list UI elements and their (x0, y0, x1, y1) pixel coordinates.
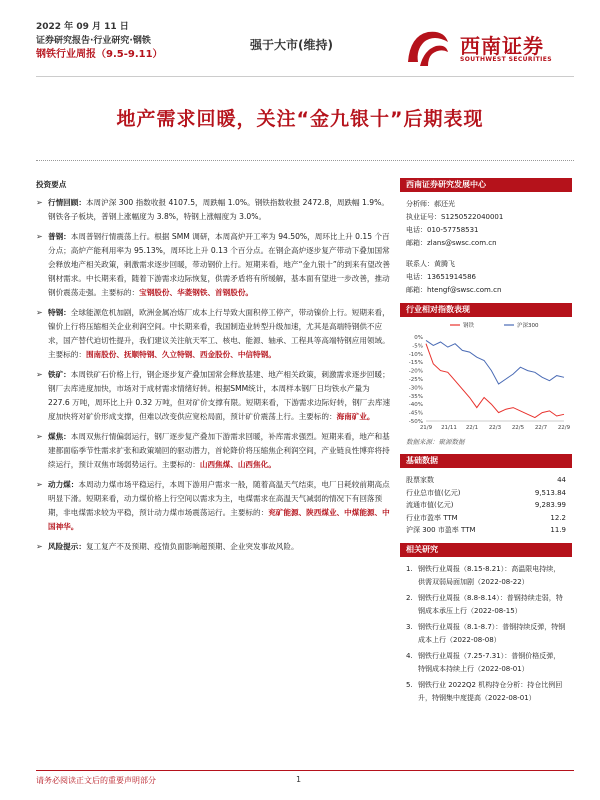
report-link[interactable] (406, 592, 566, 618)
data-row (406, 512, 566, 525)
key-point-stocks: 兖矿能源、陕西煤业、中煤能源、中国神华。 (48, 508, 390, 531)
y-tick-label: -25% (408, 377, 423, 383)
x-tick-label: 21/11 (441, 425, 457, 431)
logo-cn: 西南证券 (460, 34, 544, 58)
analyst-info (400, 192, 572, 303)
key-point-text: 复工复产不及预期、疫情负面影响超预期、企业突发事故风险。 (85, 542, 299, 551)
report-number: 1. (406, 564, 413, 573)
data-row (406, 474, 566, 487)
team-heading: 西南证券研究发展中心 (400, 178, 572, 192)
key-point-item (36, 368, 392, 424)
related-reports-list (400, 557, 572, 714)
bullet-arrow-icon: ➢ (36, 542, 43, 551)
footer-disclaimer: 请务必阅读正文后的重要声明部分 (36, 776, 156, 785)
data-key: 股票家数 (406, 476, 434, 484)
rating: 强于大市(维持) (250, 38, 333, 52)
analyst-cert: 执业证号：S1250522040001 (406, 213, 504, 221)
key-point-label: 风险提示： (48, 542, 86, 551)
performance-chart (400, 317, 572, 435)
y-tick-label: -15% (408, 360, 423, 367)
x-tick-label: 22/9 (557, 425, 571, 431)
x-tick-label: 21/9 (419, 425, 433, 431)
bullet-arrow-icon: ➢ (36, 480, 43, 489)
report-title: 钢铁行业周报（7.25-7.31）：普钢价格反弹，特钢成本持续上行（2022-08-01） (418, 651, 561, 673)
key-point-item (36, 196, 392, 224)
key-point-item (36, 478, 392, 534)
data-key: 沪深 300 市盈率 TTM (406, 526, 476, 534)
report-number: 3. (406, 622, 413, 631)
data-key: 行业市盈率 TTM (406, 513, 458, 522)
page-number: 1 (296, 775, 302, 784)
analyst-phone: 电话：010-57758531 (406, 226, 479, 234)
y-tick-label: -30% (408, 385, 423, 392)
bullet-arrow-icon: ➢ (36, 370, 43, 379)
y-tick-label: -40% (408, 402, 423, 409)
key-point-text: 本周铁矿石价格上行，钢企逐步复产叠加国常会释放基建、地产相关政策，刺激需求逐步回暖；钢厂去库进度加快，市场对于成材需求情绪好转。根据SMM统计，本周样本钢厂日均铁水产量为 227.6 万吨，周环比上升 0.32 万吨，但对矿价支撑有限。短期来看，下游需求边际好转，钢厂去库速度加快将对矿价形成支撑，但难以改变供应宽松局面，预计矿价震荡上行。主要标的： (48, 370, 391, 421)
data-value: 9,283.99 (534, 501, 566, 509)
data-row (406, 499, 566, 512)
y-tick-label: -50% (408, 419, 423, 425)
report-number: 4. (406, 651, 413, 660)
x-tick-label: 22/3 (488, 425, 502, 431)
x-tick-label: 22/7 (534, 425, 548, 431)
key-point-label: 行情回顾： (48, 198, 86, 207)
analyst-email[interactable]: 邮箱：zlans@swsc.com.cn (406, 239, 497, 247)
reports-heading: 相关研究 (400, 543, 572, 557)
key-point-item (36, 540, 392, 554)
y-tick-label: -10% (408, 351, 423, 358)
legend-label: 沪深300 (517, 323, 539, 329)
report-type: 证券研究报告·行业研究·钢铁 (36, 36, 151, 46)
x-tick-label: 22/1 (465, 425, 479, 431)
y-tick-label: -20% (408, 368, 423, 375)
key-point-label: 煤焦： (48, 432, 71, 441)
data-heading: 基础数据 (400, 454, 572, 468)
key-point-stocks: 宝钢股份、华菱钢铁、首钢股份。 (139, 288, 254, 297)
key-point-text: 本周普钢行情震荡上行。根据 SMM 调研，本周高炉开工率为 94.50%，周环比上升 0.15 个百分点；高炉产能利用率为 95.13%，周环比上升 0.13 个百分点。在钢企高炉逐步复产带动下叠加国常会释放地产相关政策，刺激需求逐步回暖，带动钢价上行。短期来看，地产“金九银十”的到来有望改善钢材需求。中长期来看，随着下游需求边际恢复，供需矛盾将有所缓解，基本面有望进一步改善，推动钢价震荡走强。主要标的： (48, 232, 390, 297)
key-points-list (36, 196, 392, 554)
analyst-name: 分析师：郝还光 (406, 200, 455, 208)
y-tick-label: 0% (414, 335, 423, 341)
data-value: 12.2 (550, 513, 566, 522)
header-divider (36, 76, 574, 77)
key-point-stocks: 围南股份、抚顺特钢、久立特钢、西金股份、中信特钢。 (85, 350, 276, 359)
data-key: 行业总市值(亿元) (406, 488, 461, 497)
key-point-stocks: 山西焦煤、山西焦化。 (199, 460, 276, 469)
title-divider (36, 160, 574, 161)
report-title: 钢铁行业 2022Q2 机构持仓分析：持仓比例回升，特钢集中度提高（2022-08-01） (418, 680, 563, 702)
logo-icon (404, 26, 452, 70)
y-tick-label: -45% (408, 410, 423, 417)
report-name: 钢铁行业周报（9.5-9.11） (36, 49, 163, 60)
logo-en: SOUTHWEST SECURITIES (460, 56, 552, 63)
report-link[interactable] (406, 563, 566, 589)
section-heading: 投资要点 (36, 180, 67, 189)
bullet-arrow-icon: ➢ (36, 232, 43, 241)
key-point-text: 本周双焦行情偏弱运行，钢厂逐步复产叠加下游需求回暖，补库需求强烈。短期来看，地产和基建都面临季节性需求扩张和政策端回的驱动潜力，首轮降价将压缩焦企利润空间，产业链良性博弈将持续运行，预计双焦市场弱势运行。主要标的： (48, 432, 390, 469)
report-link[interactable] (406, 650, 566, 676)
data-source: 数据来源：聚源数据 (406, 438, 465, 446)
key-point-item (36, 430, 392, 472)
report-date: 2022 年 09 月 11 日 (36, 22, 129, 32)
report-title: 钢铁行业周报（8.1-8.7）：普钢持续反弹，特钢成本上行（2022-08-08） (418, 622, 566, 644)
data-row (406, 524, 566, 537)
footer-divider (36, 770, 574, 771)
main-content (36, 178, 392, 560)
perf-heading: 行业相对指数表现 (400, 303, 572, 317)
key-point-text: 本周动力煤市场平稳运行，本周下游用户需求一般，随着高温天气结束，电厂日耗较前期高点明显下滑。短期来看，动力煤价格上行空间以需求为主，电煤需求在高温天气减弱的情况下有回落预期，非电煤需求较为平稳，预计动力煤市场震荡运行。主要标的： (48, 480, 390, 517)
report-title: 钢铁行业周报（8.8-8.14）：普钢持续走弱，特钢成本承压上行（2022-08-15） (418, 593, 563, 615)
data-value: 9,513.84 (534, 488, 566, 497)
performance-chart-svg (400, 317, 572, 435)
report-title: 钢铁行业周报（8.15-8.21）：高温限电持续，供需双弱局面加剧（2022-08-22） (418, 564, 561, 586)
data-value: 11.9 (550, 526, 566, 534)
key-point-text: 本周沪深 300 指数收报 4107.5，周跌幅 1.0%。钢铁指数收报 2472.8，周跌幅 1.9%。钢铁各子板块，普钢上涨幅度为 3.8%，特钢上涨幅度为 3.0%。 (48, 198, 389, 221)
series-line-steel (426, 344, 564, 418)
y-tick-label: -5% (412, 343, 423, 350)
data-key: 流通市值(亿元) (406, 501, 454, 509)
bullet-arrow-icon: ➢ (36, 198, 43, 207)
series-line-csi300 (426, 340, 564, 384)
sidebar (400, 178, 572, 714)
data-row (406, 487, 566, 500)
report-link[interactable] (406, 621, 566, 647)
report-link[interactable] (406, 679, 566, 705)
data-value: 44 (557, 476, 566, 484)
basic-data-table (400, 468, 572, 543)
contact-email[interactable]: 邮箱：htengf@swsc.com.cn (406, 286, 502, 294)
company-logo (404, 26, 574, 72)
report-number: 2. (406, 593, 413, 602)
key-point-label: 动力煤： (48, 480, 79, 489)
report-title: 地产需求回暖，关注“金九银十”后期表现 (116, 108, 484, 130)
y-tick-label: -35% (408, 393, 423, 400)
key-point-label: 普钢： (48, 232, 71, 241)
key-point-text: 全球能源危机加剧，欧洲金属冶炼厂成本上行导致大面积停工停产，带动镍价上行。短期来看，镍价上行将压缩相关企业利润空间。中长期来看，我国制造业转型升级加速，尤其是高端特钢供不应求，国产替代迫切性提升，我们建议关注航天军工、核电、能源、轴承、工程具等高端特钢应用领域。主要标的： (48, 308, 390, 359)
report-meta (36, 20, 163, 62)
key-point-item (36, 306, 392, 362)
report-number: 5. (406, 680, 413, 689)
legend-label: 钢铁 (463, 323, 475, 329)
bullet-arrow-icon: ➢ (36, 432, 43, 441)
x-tick-label: 22/5 (511, 425, 525, 431)
contact-phone: 电话：13651914586 (406, 273, 476, 281)
key-point-item (36, 230, 392, 300)
bullet-arrow-icon: ➢ (36, 308, 43, 317)
contact-name: 联系人：黄腾飞 (406, 260, 455, 268)
key-point-label: 特钢： (48, 308, 71, 317)
key-point-stocks: 海南矿业。 (336, 412, 375, 421)
key-point-label: 铁矿： (48, 370, 71, 379)
